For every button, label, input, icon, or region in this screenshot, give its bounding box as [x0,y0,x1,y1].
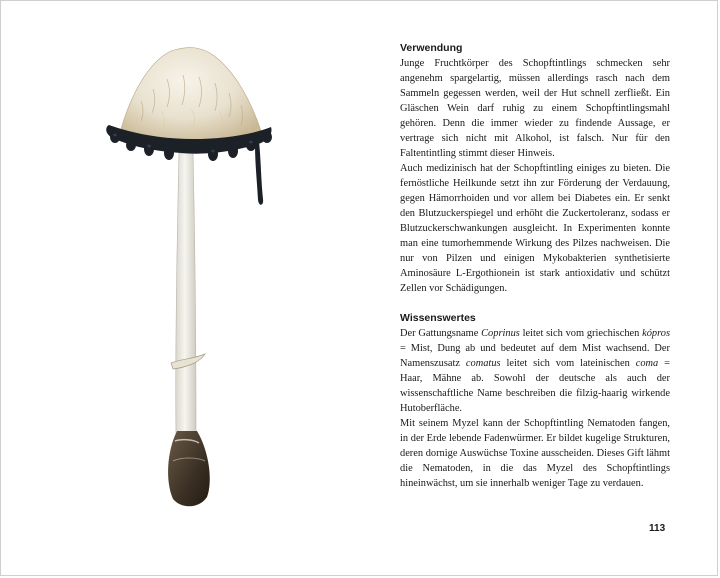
paragraph: Der Gattungsname Coprinus leitet sich vom griechischen kópros = Mist, Dung ab und bedeutet auf dem Mist wachsend. Der Namenszusatz comatus leitet sich vom lateinischen coma = Haar, Mähne ab. Sowohl der deutsche als auch der wissenschaftliche Name beschreiben die filzig-haarig wirkende Hutoberfläche. [400,328,670,414]
mushroom-base [168,431,210,506]
paragraph: Auch medizinisch hat der Schopftintling einiges zu bieten. Die fernöstliche Heilkunde setzt ihn zur Förderung der Verdauung, gegen Hämorrhoiden und vor allem bei Diabetes ein. Er senkt den Blutzuckerspiegel und erhöht die Zuckertoleranz, sodass er Blutzuckerschwankungen ausgleicht. In Experimenten konnte man eine tumorhemmende Wirkung des Pilzes nachweisen. Die nur von Pilzen und einigen Mykobakterien synthetisierte Aminosäure L-Ergothionein ist stark antioxidativ und schützt Zellen vor Schädigungen. [400,163,670,294]
mushroom-stem [176,153,196,436]
mushroom-cap [121,48,261,143]
section-heading: Verwendung [400,42,463,54]
paragraph: Mit seinem Myzel kann der Schopftintling Nematoden fangen, in der Erde lebende Fadenwürmer. Er bildet kugelige Strukturen, deren dornige Auswüchse Toxine ausscheiden. Dieses Gift lähmt die Nematoden, in die das Myzel des Schopftintlings hineinwächst, um sie innerhalb weniger Tage zu verdauen. [400,418,670,489]
section-verwendung [400,41,670,296]
italic-term: coma [635,358,659,369]
italic-term: kópros [642,328,670,339]
italic-term: comatus [465,358,501,369]
section-heading: Wissenswertes [400,312,476,324]
italic-term: Coprinus [481,328,520,339]
mushroom-illustration [101,41,281,511]
section-wissenswertes [400,311,670,491]
page-number: 113 [649,523,666,534]
paragraph: Junge Fruchtkörper des Schopftintlings schmecken sehr angenehm spargelartig, müssen allerdings rasch nach dem Sammeln gegessen werden, weil der Hut schnell zerfließt. Ein Gläschen Wein darf ruhig zu einem Schopftintlingsmahl gehören. Denn die immer wieder zu findende Aussage, er vertrage sich nicht mit Alkohol, ist falsch. Nur für den Faltentintling stimmt dieser Hinweis. [400,58,670,159]
text-column [400,41,670,491]
